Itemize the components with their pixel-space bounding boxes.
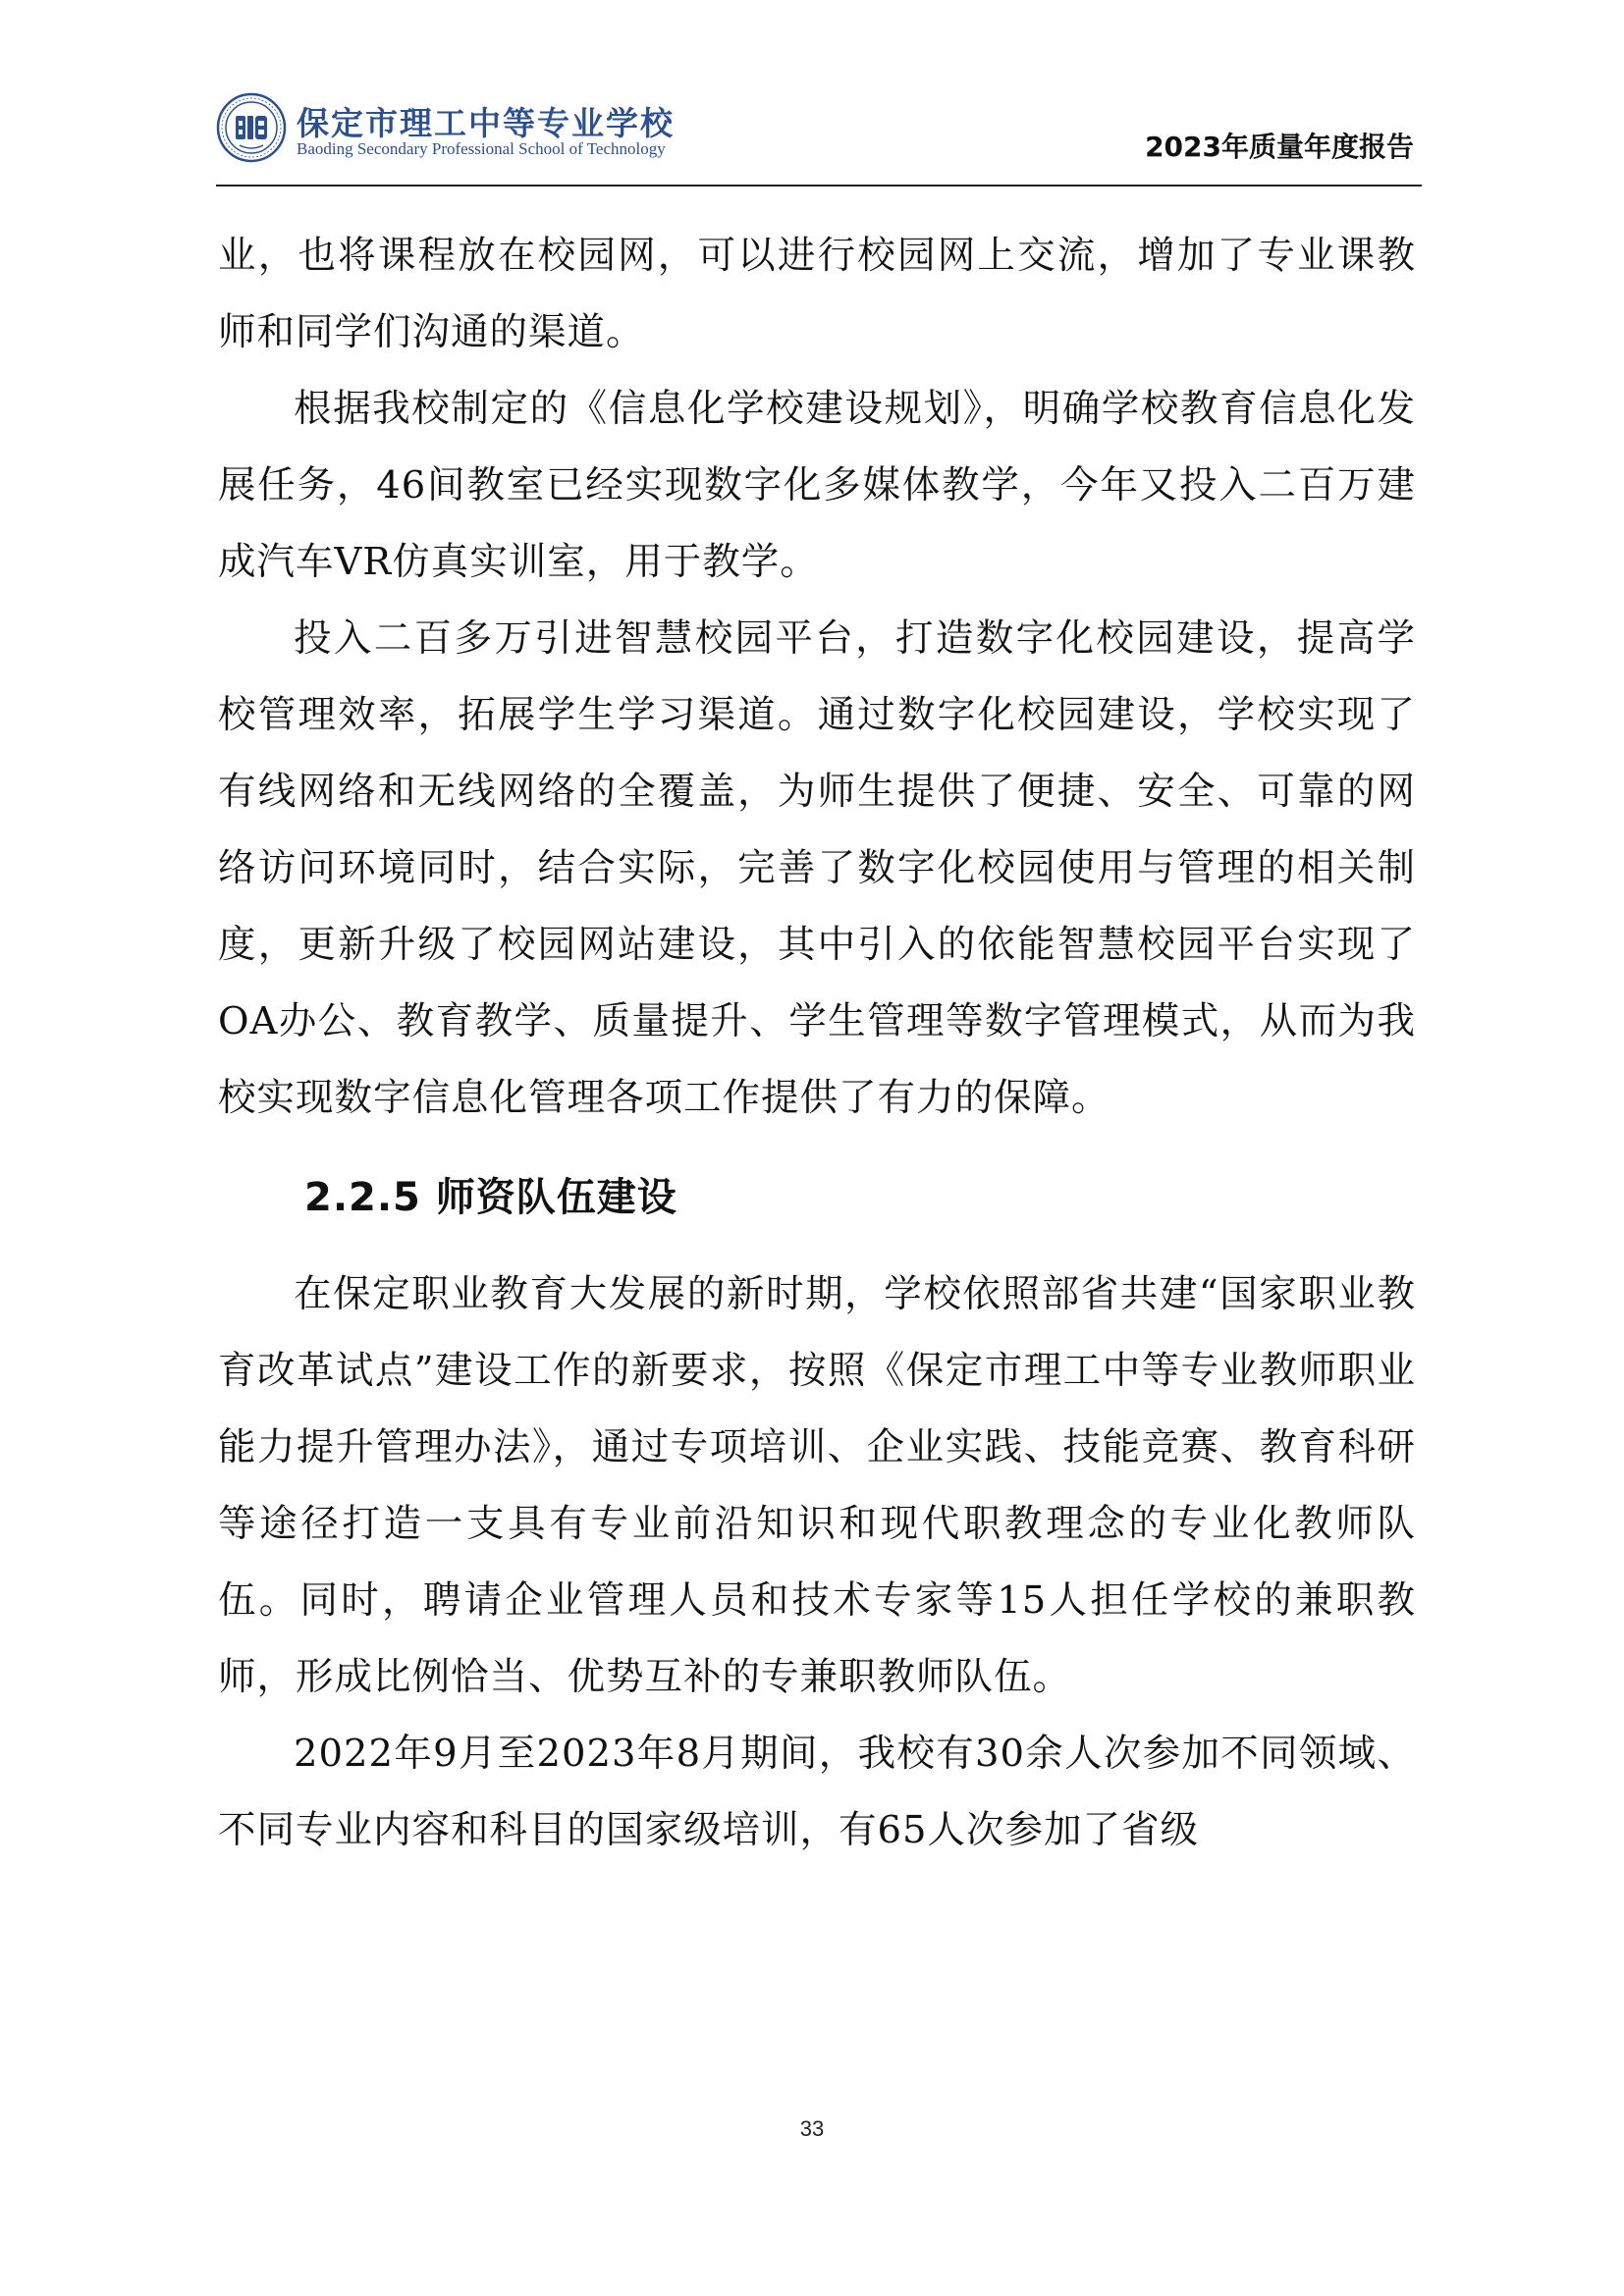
school-seal-icon (216, 92, 287, 163)
paragraph-smart-campus: 投入二百多万引进智慧校园平台，打造数字化校园建设，提高学校管理效率，拓展学生学习渠道。通过数字化校园建设，学校实现了有线网络和无线网络的全覆盖，为师生提供了便捷、安全、可靠的网络访问环境同时，结合实际，完善了数字化校园使用与管理的相关制度，更新升级了校园网站建设，其中引入的依能智慧校园平台实现了OA办公、教育教学、质量提升、学生管理等数字管理模式，从而为我校实现数字信息化管理各项工作提供了有力的保障。 (218, 616, 1416, 1120)
page-number: 33 (799, 2116, 825, 2141)
section-heading: 2.2.5 师资队伍建设 (304, 1175, 677, 1220)
paragraph-continued: 业，也将课程放在校园网，可以进行校园网上交流，增加了专业课教师和同学们沟通的渠道。 (218, 234, 1416, 354)
school-name: 保定市理工中等专业学校 (297, 104, 675, 142)
paragraph-training: 2022年9月至2023年8月期间，我校有30余人次参加不同领域、不同专业内容和科目的国家级培训，有65人次参加了省级 (218, 1732, 1416, 1852)
paragraph-teacher-team: 在保定职业教育大发展的新时期，学校依照部省共建“国家职业教育改革试点”建设工作的新要求，按照《保定市理工中等专业教师职业能力提升管理办法》，通过专项培训、企业实践、技能竞赛、教育科研等途径打造一支具有专业前沿知识和现代职教理念的专业化教师队伍。同时，聘请企业管理人员和技术专家等15人担任学校的兼职教师，形成比例恰当、优势互补的专兼职教师队伍。 (218, 1272, 1416, 1699)
report-title: 2023年质量年度报告 (1145, 131, 1414, 163)
paragraph-informatization-plan: 根据我校制定的《信息化学校建设规划》，明确学校教育信息化发展任务，46间教室已经实现数字化多媒体教学，今年又投入二百万建成汽车VR仿真实训室，用于教学。 (218, 387, 1416, 584)
school-logo (216, 90, 727, 169)
page-content (218, 218, 1416, 1869)
school-name-english: Baoding Secondary Professional School of Technology (297, 139, 666, 158)
page-header (216, 90, 1422, 187)
